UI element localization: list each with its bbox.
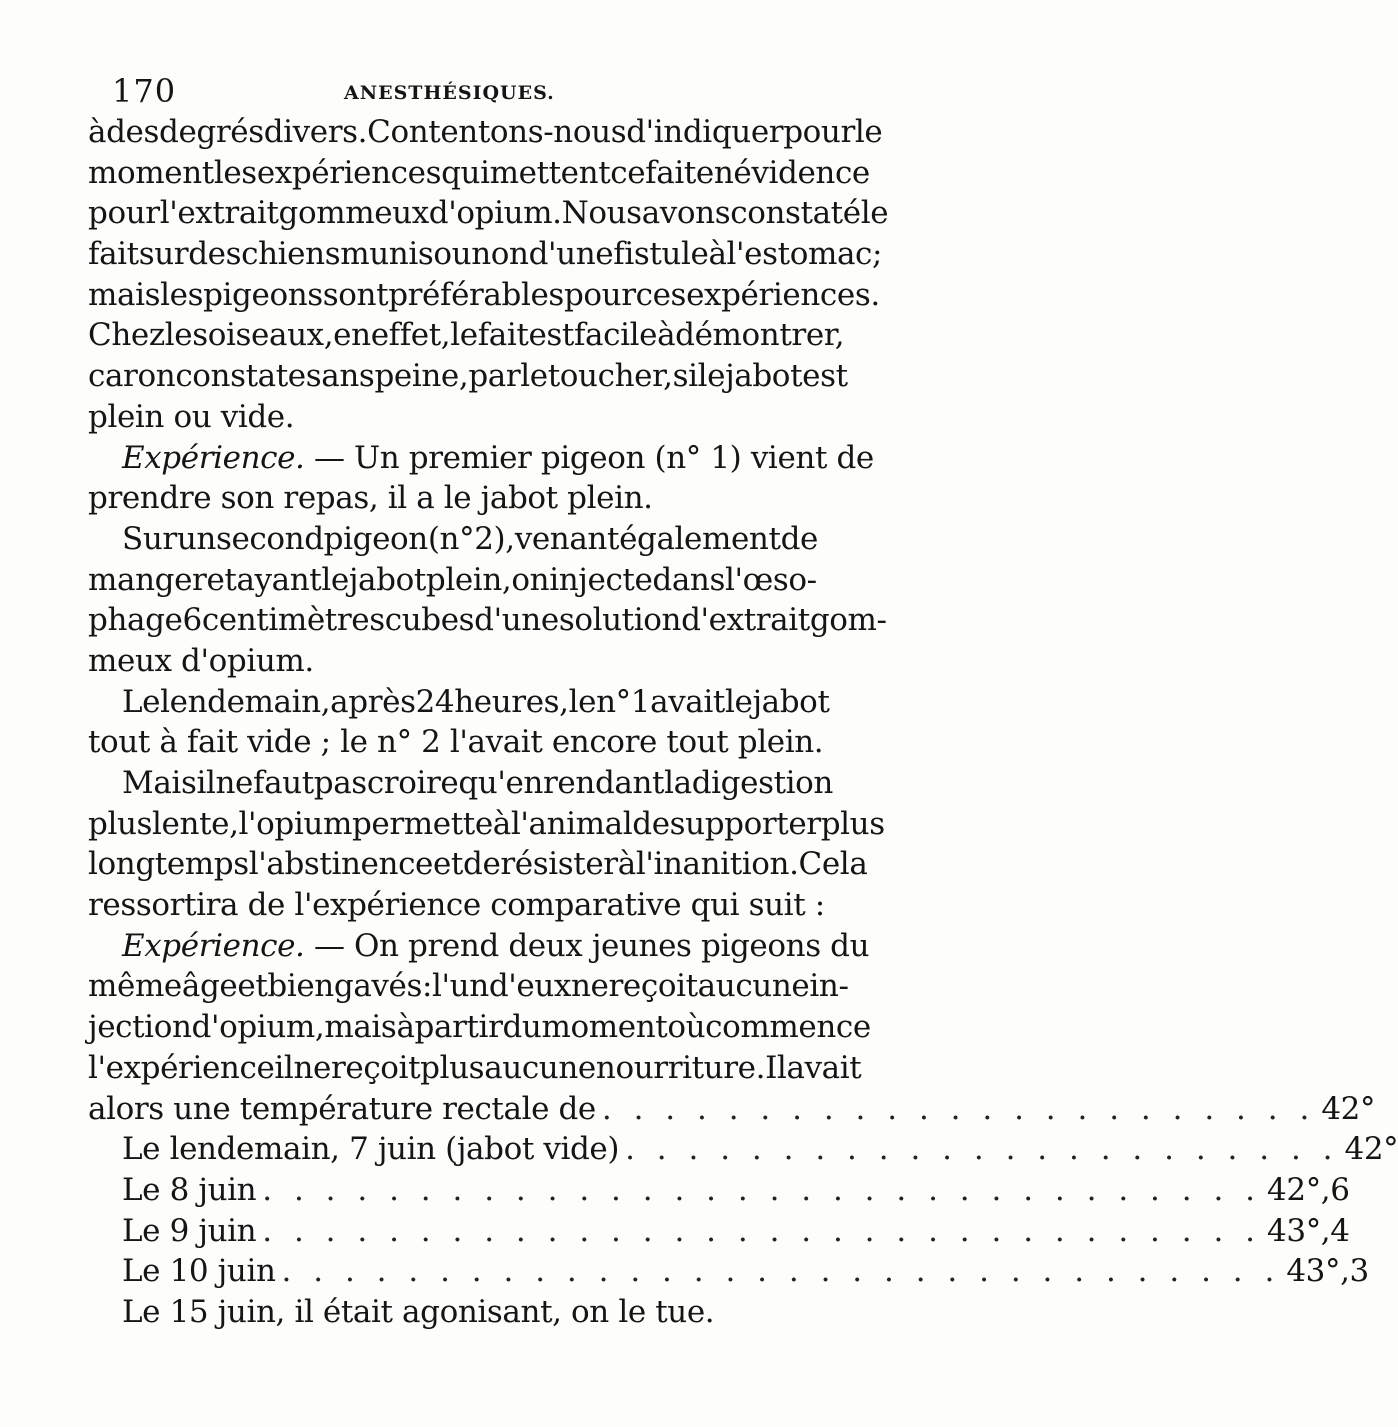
- text-line: même âge et bien gavés : l'un d'eux ne reçoit aucune in-: [88, 968, 849, 1005]
- text-line: prendre son repas, il a le jabot plein.: [88, 480, 653, 517]
- temperature-value: 42°: [1344, 1131, 1398, 1168]
- running-head: ANESTHÉSIQUES.: [344, 82, 555, 104]
- temperature-row: [88, 1211, 1350, 1252]
- temperature-label: Le 9 juin: [122, 1212, 257, 1249]
- text-line: moment les expériences qui mettent ce fait en évidence: [88, 154, 870, 191]
- leader-dots: . . . . . . . . . . . . . . . . . . . . . . .: [601, 1090, 1316, 1127]
- text-line: pour l'extrait gommeux d'opium. Nous avons constaté le: [88, 195, 889, 232]
- temperature-value: 42°,6: [1267, 1171, 1350, 1208]
- text-line: mais les pigeons sont préférables pour ces expériences.: [88, 276, 880, 313]
- temperature-row: [88, 1170, 1350, 1211]
- text-line: plus lente, l'opium permette à l'animal de supporter plus: [88, 805, 885, 842]
- experience-heading: Expérience.: [122, 927, 305, 964]
- text-line: tout à fait vide ; le n° 2 l'avait encore tout plein.: [88, 724, 824, 761]
- temperature-row: [88, 1251, 1369, 1292]
- temperature-label: alors une température rectale de: [88, 1090, 596, 1127]
- text-line: Chez les oiseaux, en effet, le fait est facile à démontrer,: [88, 317, 845, 354]
- leader-dots: . . . . . . . . . . . . . . . . . . . . . . . . . . . . . . . .: [262, 1171, 1262, 1208]
- temperature-value: 43°,4: [1267, 1212, 1350, 1249]
- temperature-value: 42°: [1321, 1090, 1376, 1127]
- text-line: [88, 926, 870, 967]
- leader-dots: . . . . . . . . . . . . . . . . . . . . . . .: [625, 1131, 1339, 1168]
- page-number: 170: [112, 72, 177, 110]
- experience-heading: Expérience.: [122, 439, 305, 476]
- leader-dots: . . . . . . . . . . . . . . . . . . . . . . . . . . . . . . . .: [262, 1212, 1262, 1249]
- text-line: phage 6 centimètres cubes d'une solution d'extrait gom-: [88, 602, 887, 639]
- text-line: manger et ayant le jabot plein, on injecte dans l'œso-: [88, 561, 817, 598]
- text-line: plein ou vide.: [88, 398, 295, 435]
- text-run: — Un premier pigeon (n° 1) vient de: [304, 439, 874, 476]
- text-line: Mais il ne faut pas croire qu'en rendant la digestion: [122, 765, 833, 801]
- text-line: Le lendemain, après 24 heures, le n° 1 avait le jabot: [122, 683, 830, 720]
- text-line: Le 15 juin, il était agonisant, on le tue.: [122, 1293, 715, 1330]
- text-run: — On prend deux jeunes pigeons du: [304, 927, 870, 964]
- page-header: [112, 72, 762, 112]
- text-line: jection d'opium, mais à partir du moment où commence: [88, 1009, 871, 1046]
- temperature-label: Le 10 juin: [122, 1253, 276, 1290]
- text-line: ressortira de l'expérience comparative qui suit :: [88, 887, 825, 924]
- text-line: Sur un second pigeon (n° 2), venant également de: [122, 520, 818, 557]
- text-line: l'expérience il ne reçoit plus aucune nourriture. Il avait: [88, 1049, 862, 1086]
- text-line: fait sur des chiens munis ou non d'une fistule à l'estomac;: [88, 236, 883, 273]
- body-text: [88, 112, 1398, 1333]
- temperature-label: Le lendemain, 7 juin (jabot vide): [122, 1131, 620, 1168]
- temperature-row: [88, 1089, 1376, 1130]
- text-line: car on constate sans peine, par le toucher, si le jabot est: [88, 358, 848, 395]
- temperature-value: 43°,3: [1286, 1253, 1369, 1290]
- text-line: longtemps l'abstinence et de résister à l'inanition. Cela: [88, 846, 868, 883]
- temperature-label: Le 8 juin: [122, 1171, 257, 1208]
- leader-dots: . . . . . . . . . . . . . . . . . . . . . . . . . . . . . . . .: [281, 1253, 1281, 1290]
- text-line: à des degrés divers. Contentons-nous d'indiquer pour le: [88, 114, 883, 150]
- text-line: [88, 438, 874, 479]
- text-line: meux d'opium.: [88, 642, 314, 679]
- temperature-row: [88, 1129, 1398, 1170]
